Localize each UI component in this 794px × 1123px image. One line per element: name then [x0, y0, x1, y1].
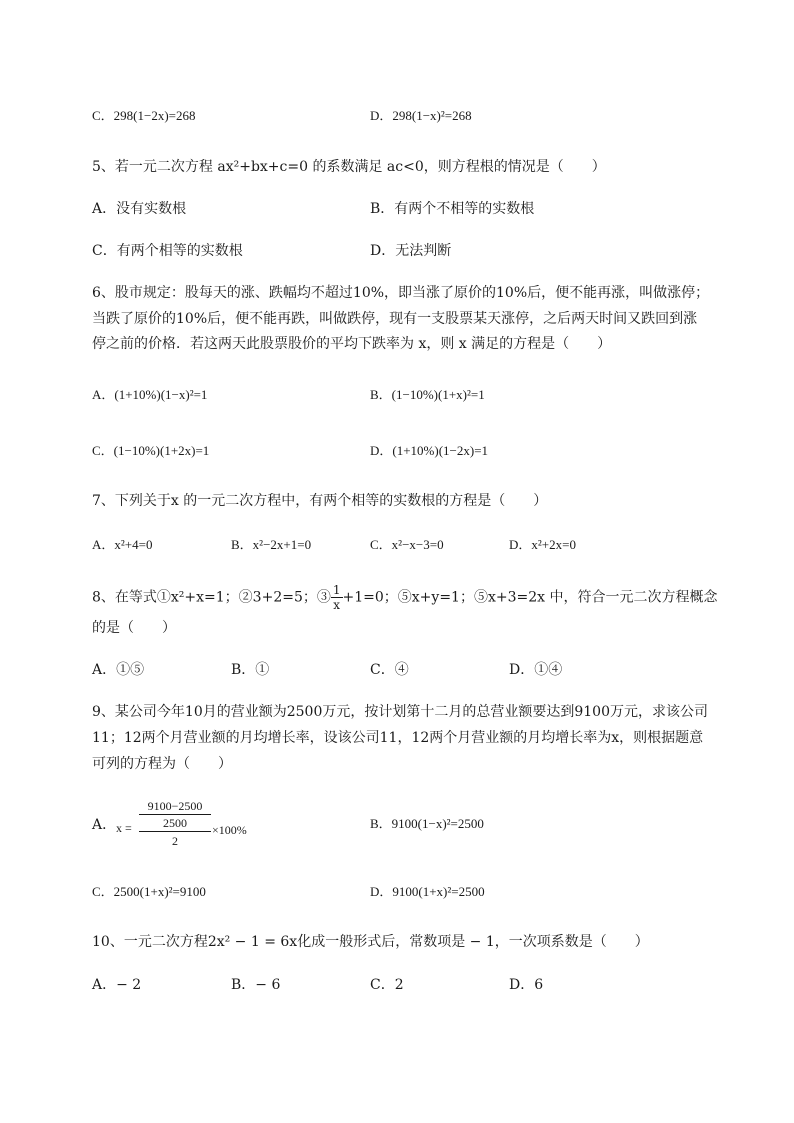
q9-option-a-prefix: x = — [116, 821, 132, 835]
q8-option-b: B．① — [231, 662, 270, 678]
q5-option-c: C．有两个相等的实数根 — [92, 243, 243, 259]
q10-stem: 10、一元二次方程2x² − 1 = 6x化成一般形式后，常数项是 − 1，一次项系数是（ ） — [92, 934, 649, 950]
q6-option-d: D．(1+10%)(1−2x)=1 — [370, 443, 489, 458]
q10-option-d: D．6 — [509, 977, 544, 993]
q4-option-d: D．298(1−x)²=268 — [370, 108, 472, 123]
q8-option-a: A．①⑤ — [92, 662, 145, 678]
q4-option-c: C．298(1−2x)=268 — [92, 108, 196, 123]
q10-option-c: C．2 — [370, 977, 404, 993]
q6-option-c: C．(1−10%)(1+2x)=1 — [92, 443, 210, 458]
q8-fraction-numerator: 1 — [332, 583, 341, 597]
q9-stem-line1: 9、某公司今年10月的营业额为2500万元，按计划第十二月的总营业额要达到9100万元，求该公司 — [92, 704, 708, 720]
q9-option-b: B．9100(1−x)²=2500 — [370, 816, 484, 831]
q7-option-d: D．x²+2x=0 — [509, 537, 576, 552]
q9-option-a-top: 9100−2500 — [139, 799, 211, 815]
q6-option-b: B．(1−10%)(1+x)²=1 — [370, 387, 485, 402]
q6-stem-line1: 6、股市规定：股每天的涨、跌幅均不超过10%，即当涨了原价的10%后，便不能再涨，叫做涨停； — [92, 285, 710, 301]
q6-stem-line3: 停之前的价格．若这两天此股票股价的平均下跌率为 x，则 x 满足的方程是（ ） — [92, 336, 612, 352]
q8-stem-part2: +1=0；⑤x+y=1；⑤x+3=2x 中，符合一元二次方程概念 — [342, 589, 718, 606]
q8-option-d: D．①④ — [509, 662, 563, 678]
q8-fraction — [331, 583, 343, 612]
q8-option-c: C．④ — [370, 662, 409, 678]
q5-stem: 5、若一元二次方程 ax²+bx+c=0 的系数满足 ac<0，则方程根的情况是（ ） — [92, 159, 606, 175]
q8-stem-part1: 8、在等式①x²+x=1；②3+2=5；③ — [92, 589, 331, 606]
q9-option-a-suffix: ×100% — [212, 823, 247, 837]
q8-fraction-denominator: x — [333, 598, 341, 612]
q5-option-a: A．没有实数根 — [92, 201, 187, 217]
q9-option-c: C．2500(1+x)²=9100 — [92, 884, 206, 899]
q9-option-a-mid: 2500 — [139, 816, 211, 832]
q9-option-a-label: A． — [92, 817, 117, 833]
q10-option-a: A．− 2 — [92, 977, 142, 993]
q9-stem-line2: 11；12两个月营业额的月均增长率，设该公司11，12两个月营业额的月均增长率为x，则根据题意 — [92, 730, 704, 746]
q7-option-a: A．x²+4=0 — [92, 537, 153, 552]
q7-option-b: B．x²−2x+1=0 — [231, 537, 312, 552]
q6-stem-line2: 当跌了原价的10%后，便不能再跌，叫做跌停，现有一支股票某天涨停，之后两天时间又跌回到涨 — [92, 311, 698, 327]
q6-option-a: A．(1+10%)(1−x)²=1 — [92, 387, 208, 402]
q5-option-d: D．无法判断 — [370, 243, 452, 259]
q9-option-a-bottom: 2 — [172, 834, 178, 848]
q9-option-d: D．9100(1+x)²=2500 — [370, 884, 485, 899]
q7-stem: 7、下列关于x 的一元二次方程中，有两个相等的实数根的方程是（ ） — [92, 493, 548, 509]
q8-stem-line2: 的是（ ） — [92, 620, 176, 636]
q8-stem-line1 — [92, 583, 717, 612]
q9-stem-line3: 可列的方程为（ ） — [92, 756, 232, 772]
q7-option-c: C．x²−x−3=0 — [370, 537, 444, 552]
q10-option-b: B．− 6 — [231, 977, 281, 993]
q5-option-b: B．有两个不相等的实数根 — [370, 201, 535, 217]
